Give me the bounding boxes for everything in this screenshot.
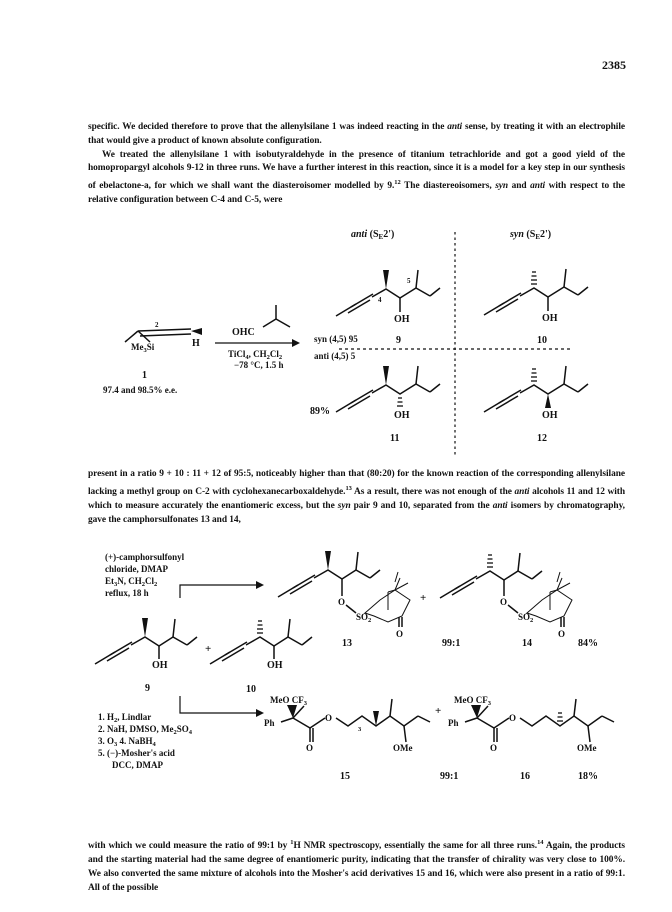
header-anti: anti $(S_E2')$ bbox=[351, 229, 395, 241]
ratio-syn: syn (4,5) 95 bbox=[314, 334, 358, 344]
label-h: H bbox=[192, 338, 200, 349]
structure-compound-15 bbox=[264, 695, 430, 753]
reagent-reflux: reflux, 18 h bbox=[105, 588, 149, 598]
plus-sign: + bbox=[205, 643, 212, 655]
header-syn: syn $(S_E2')$ bbox=[510, 229, 552, 241]
text-run: As a result, there was not enough of the bbox=[351, 486, 515, 497]
label-o: O bbox=[558, 629, 566, 639]
text-run: pair 9 and 10, separated from the bbox=[350, 500, 493, 511]
structure-compound-10 bbox=[210, 619, 312, 671]
label-o: O bbox=[490, 743, 498, 753]
reference-superscript: 12 bbox=[394, 179, 401, 187]
text-run: isomers by chromatography, gave the camphorsulfonates 13 and 14, bbox=[88, 500, 625, 525]
text-run: sense, by treating it with an electrophile that would give a product of known absolute configuration. bbox=[88, 122, 625, 146]
label-oh: OH bbox=[394, 410, 410, 421]
label-oh: OH bbox=[394, 314, 410, 325]
reaction-arrow-b bbox=[180, 696, 260, 713]
reagent-b5: DCC, DMAP bbox=[112, 760, 163, 770]
reaction-arrow-a bbox=[180, 585, 260, 598]
compound-label-15: 15 bbox=[340, 771, 350, 782]
label-o: O bbox=[396, 629, 404, 639]
ratio-anti: anti (4,5) 5 bbox=[314, 351, 356, 361]
label-o: O bbox=[306, 743, 314, 753]
label-meo-cf3: MeO $CF_3$ bbox=[454, 695, 491, 707]
yield-14: 84% bbox=[578, 638, 598, 649]
compound-label-16: 16 bbox=[520, 771, 530, 782]
reagent-b1: 1. $H_2$, Lindlar bbox=[98, 712, 152, 724]
text-run: present in a ratio 9 + 10 : 11 + 12 of 95:5, noticeably higher than that (80:20) for the known reaction of the corresponding allenylsilane lacking a methyl group on C-2 with cyclohexanecarboxaldehyde. bbox=[88, 469, 625, 497]
ratio-13-14: 99:1 bbox=[442, 638, 461, 649]
label-so2: $SO_2$ bbox=[356, 612, 372, 624]
ratio-15-16: 99:1 bbox=[440, 771, 459, 782]
label-oh: OH bbox=[152, 660, 168, 671]
label-oh: OH bbox=[542, 410, 558, 421]
structure-compound-16 bbox=[448, 695, 614, 753]
reagent-dmap: chloride, DMAP bbox=[105, 564, 168, 574]
text-run: The diastereoisomers, bbox=[400, 181, 496, 192]
yield-16: 18% bbox=[578, 771, 598, 782]
label-ph: Ph bbox=[264, 718, 275, 728]
compound-label-12: 12 bbox=[537, 433, 547, 444]
reagent-camphorsulfonyl: (+)-camphorsulfonyl bbox=[105, 552, 185, 562]
structure-compound-13 bbox=[278, 551, 410, 639]
reagent-b3: 3. $O_3$ 4. NaBH$_4$ bbox=[98, 736, 156, 748]
enantiomeric-excess: 97.4 and 98.5% e.e. bbox=[103, 385, 178, 395]
label-so2: $SO_2$ bbox=[518, 612, 534, 624]
label-c4: 4 bbox=[378, 296, 382, 304]
text-run: with respect to the relative configuration between C-4 and C-5, were bbox=[88, 181, 625, 206]
text-italic: syn bbox=[337, 500, 351, 511]
label-c3: 3 bbox=[358, 726, 362, 733]
compound-label-9: 9 bbox=[145, 683, 150, 694]
compound-label-10: 10 bbox=[246, 684, 256, 695]
label-o: O bbox=[509, 713, 517, 723]
label-meo-cf3: MeO $CF_3$ bbox=[270, 695, 307, 707]
text-run: alcohols 11 and 12 with which to measure accurately the enantiomeric excess, but the bbox=[88, 486, 625, 511]
label-ome: OMe bbox=[577, 743, 597, 753]
plus-sign: + bbox=[420, 592, 427, 604]
label-o: O bbox=[338, 597, 346, 607]
label-me3si: $Me_3Si$ bbox=[131, 342, 155, 354]
page-number: 2385 bbox=[602, 58, 626, 72]
label-oh: OH bbox=[542, 313, 558, 324]
text-italic: anti bbox=[530, 181, 546, 192]
reagent-b4: 5. (−)-Mosher's acid bbox=[98, 748, 175, 758]
paragraph-conclusion bbox=[88, 836, 625, 895]
compound-label-10: 10 bbox=[537, 335, 547, 346]
label-o: O bbox=[500, 597, 508, 607]
structure-compound-14 bbox=[440, 553, 572, 639]
text-italic: anti bbox=[514, 486, 530, 497]
reference-superscript: 14 bbox=[537, 839, 544, 846]
scheme1-yield: 89% bbox=[310, 406, 330, 417]
text-run: Again, the products and the starting material had the same degree of enantiomeric purity, indicating that the transfer of chirality was very close to 100%. We also converted the same mixture of alcohols into the Mosher's acid derivatives 15 and 16, which were also present in a ratio of 99:1. All of the possible bbox=[88, 841, 625, 893]
label-oh: OH bbox=[267, 660, 283, 671]
text-italic: syn bbox=[495, 181, 509, 192]
reagent-b2: 2. NaH, DMSO, $Me_2SO_4$ bbox=[98, 724, 193, 736]
compound-label-1: 1 bbox=[142, 370, 147, 381]
compound-label-14: 14 bbox=[522, 638, 532, 649]
reference-superscript: 13 bbox=[345, 484, 352, 492]
text-italic: anti bbox=[492, 500, 508, 511]
reagent-ticl4: TiCl$_4$, $CH_2Cl_2$ bbox=[228, 349, 283, 361]
label-c2: 2 bbox=[155, 321, 159, 329]
label-ohc: OHC bbox=[232, 327, 255, 338]
text-run: H NMR spectroscopy, essentially the same for all three runs. bbox=[293, 841, 538, 852]
compound-label-11: 11 bbox=[390, 433, 400, 444]
reagent-conditions: −78 °C, 1.5 h bbox=[234, 360, 284, 370]
label-o: O bbox=[325, 713, 333, 723]
structure-compound-9 bbox=[95, 618, 197, 671]
text-italic: anti bbox=[447, 122, 463, 132]
reagent-et3n: $Et_3N$, $CH_2Cl_2$ bbox=[105, 576, 158, 588]
compound-label-9: 9 bbox=[396, 335, 401, 346]
compound-label-13: 13 bbox=[342, 638, 352, 649]
text-run: We treated the allenylsilane 1 with isobutyraldehyde in the presence of titanium tetrachloride and got a good yield of the homopropargyl alcohols 9-12 in three runs. We have a further interest in this reaction, since it is a model for a key step in our synthesis of ebelactone-a, for which we shall want the diasteroisomer modelled by 9. bbox=[88, 149, 625, 192]
text-run: and bbox=[508, 181, 531, 192]
label-ph: Ph bbox=[448, 718, 459, 728]
label-ome: OMe bbox=[393, 743, 413, 753]
superscript: 1 bbox=[290, 839, 294, 846]
label-c5: 5 bbox=[407, 277, 411, 285]
text-run: specific. We decided therefore to prove that the allenylsilane 1 was indeed reacting in the bbox=[88, 122, 448, 132]
plus-sign: + bbox=[435, 705, 442, 717]
text-run: with which we could measure the ratio of 99:1 by bbox=[88, 841, 291, 852]
